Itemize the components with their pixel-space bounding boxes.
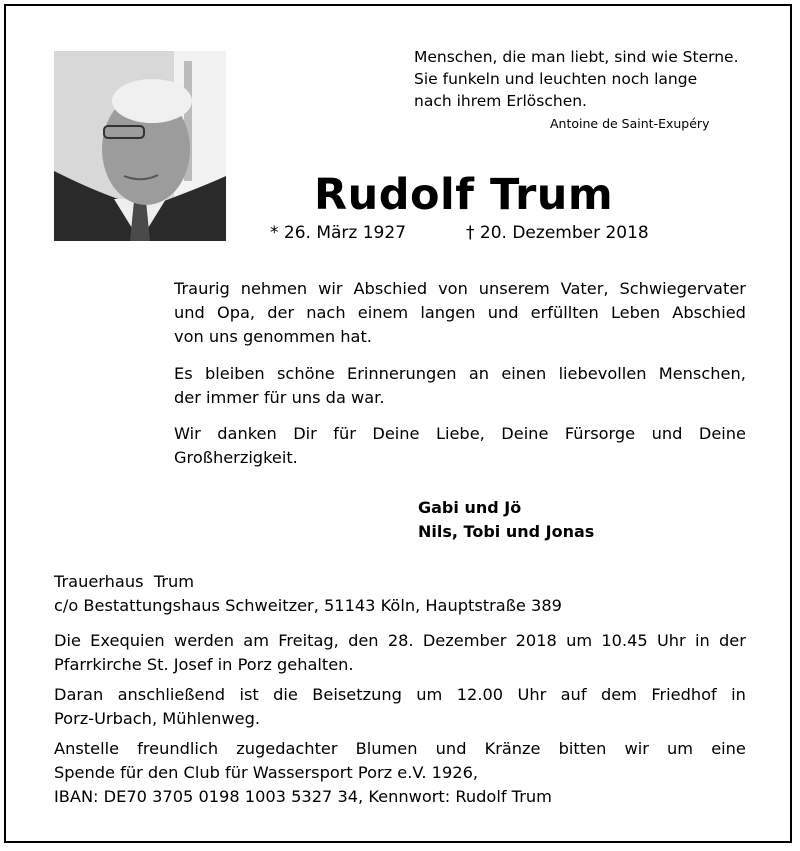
word: Freitag,	[278, 631, 339, 650]
quote	[414, 46, 754, 112]
word: Es	[174, 364, 193, 383]
word: um	[566, 631, 593, 650]
word: und	[435, 739, 467, 758]
word: einem	[357, 303, 409, 322]
word: nach	[306, 303, 346, 322]
message-paragraph-1	[174, 277, 746, 349]
word: und	[487, 303, 519, 322]
word: 2018	[515, 631, 557, 650]
word: um	[416, 685, 443, 704]
word: an	[468, 364, 490, 383]
word: danken	[217, 424, 277, 443]
death-date: † 20. Dezember 2018	[466, 223, 649, 243]
word: Daran	[54, 685, 104, 704]
word: Vater,	[560, 279, 609, 298]
word: wir	[318, 279, 343, 298]
word: am	[243, 631, 269, 650]
signers	[418, 496, 594, 544]
word: erfüllten	[530, 303, 599, 322]
word: Deine	[698, 424, 746, 443]
text-line: von uns genommen hat.	[174, 327, 372, 346]
word: Kränze	[484, 739, 541, 758]
word: 28.	[387, 631, 414, 650]
justified-line	[174, 362, 746, 386]
word: Uhr	[656, 631, 686, 650]
word: einen	[501, 364, 547, 383]
word: Leben	[610, 303, 661, 322]
word: langen	[420, 303, 476, 322]
text-line: Großherzigkeit.	[174, 448, 298, 467]
quote-line: nach ihrem Erlöschen.	[414, 92, 587, 110]
burial-paragraph	[54, 683, 746, 731]
text-line: IBAN: DE70 3705 0198 1003 5327 34, Kennwort: Rudolf Trum	[54, 787, 552, 806]
word: auf	[560, 685, 587, 704]
word: 10.45	[601, 631, 648, 650]
exequien-paragraph	[54, 629, 746, 677]
justified-line	[174, 301, 746, 325]
word: Dir	[293, 424, 317, 443]
word: Uhr	[517, 685, 547, 704]
address-line: c/o Bestattungshaus Schweitzer, 51143 Köln, Hauptstraße 389	[54, 596, 562, 615]
word: und	[651, 424, 683, 443]
text-line: Spende für den Club für Wassersport Porz e.V. 1926,	[54, 763, 479, 782]
word: Exequien	[90, 631, 165, 650]
word: Blumen	[355, 739, 418, 758]
word: von	[438, 279, 468, 298]
deceased-name: Rudolf Trum	[314, 170, 614, 220]
word: für	[333, 424, 356, 443]
word: den	[348, 631, 379, 650]
word: Abschied	[672, 303, 746, 322]
message-paragraph-3	[174, 422, 746, 470]
word: schöne	[277, 364, 335, 383]
word: um	[667, 739, 694, 758]
word: Schwiegervater	[619, 279, 746, 298]
word: liebevollen	[558, 364, 647, 383]
word: Beisetzung	[312, 685, 402, 704]
word: Liebe,	[435, 424, 485, 443]
word: Menschen,	[658, 364, 746, 383]
address-block	[54, 570, 746, 618]
word: Die	[54, 631, 81, 650]
donation-paragraph	[54, 737, 746, 809]
word: der	[267, 303, 295, 322]
word: Erinnerungen	[347, 364, 457, 383]
word: Dezember	[422, 631, 507, 650]
word: und	[174, 303, 205, 322]
word: zugedachter	[236, 739, 338, 758]
justified-line	[54, 683, 746, 707]
text-line: Pfarrkirche St. Josef in Porz gehalten.	[54, 655, 354, 674]
justified-line	[54, 629, 746, 653]
word: werden	[173, 631, 235, 650]
word: Anstelle	[54, 739, 120, 758]
justified-line	[174, 277, 746, 301]
word: ist	[239, 685, 259, 704]
word: anschließend	[117, 685, 226, 704]
word: Traurig	[174, 279, 230, 298]
word: Deine	[501, 424, 549, 443]
word: nehmen	[240, 279, 308, 298]
quote-line: Menschen, die man liebt, sind wie Sterne.	[414, 48, 739, 66]
word: freundlich	[137, 739, 219, 758]
word: dem	[600, 685, 637, 704]
word: Wir	[174, 424, 201, 443]
word: unserem	[478, 279, 550, 298]
word: Friedhof	[651, 685, 717, 704]
word: eine	[711, 739, 746, 758]
word: Fürsorge	[564, 424, 636, 443]
word: Opa,	[216, 303, 256, 322]
signer-line: Nils, Tobi und Jonas	[418, 522, 595, 541]
text-line: Porz-Urbach, Mühlenweg.	[54, 709, 261, 728]
address-line: Trauerhaus Trum	[54, 572, 195, 591]
word: in	[694, 631, 710, 650]
word: 12.00	[456, 685, 504, 704]
word: die	[273, 685, 298, 704]
signer-line: Gabi und Jö	[418, 498, 522, 517]
word: bleiben	[204, 364, 265, 383]
word: Abschied	[353, 279, 428, 298]
justified-line	[54, 737, 746, 761]
birth-date: * 26. März 1927	[270, 223, 407, 243]
portrait-photo	[54, 51, 226, 241]
word: in	[731, 685, 746, 704]
text-line: der immer für uns da war.	[174, 388, 385, 407]
word: der	[718, 631, 746, 650]
word: wir	[624, 739, 649, 758]
justified-line	[174, 422, 746, 446]
word: bitten	[558, 739, 607, 758]
quote-author: Antoine de Saint-Exupéry	[550, 116, 710, 131]
quote-line: Sie funkeln und leuchten noch lange	[414, 70, 698, 88]
word: Deine	[372, 424, 420, 443]
message-paragraph-2	[174, 362, 746, 410]
